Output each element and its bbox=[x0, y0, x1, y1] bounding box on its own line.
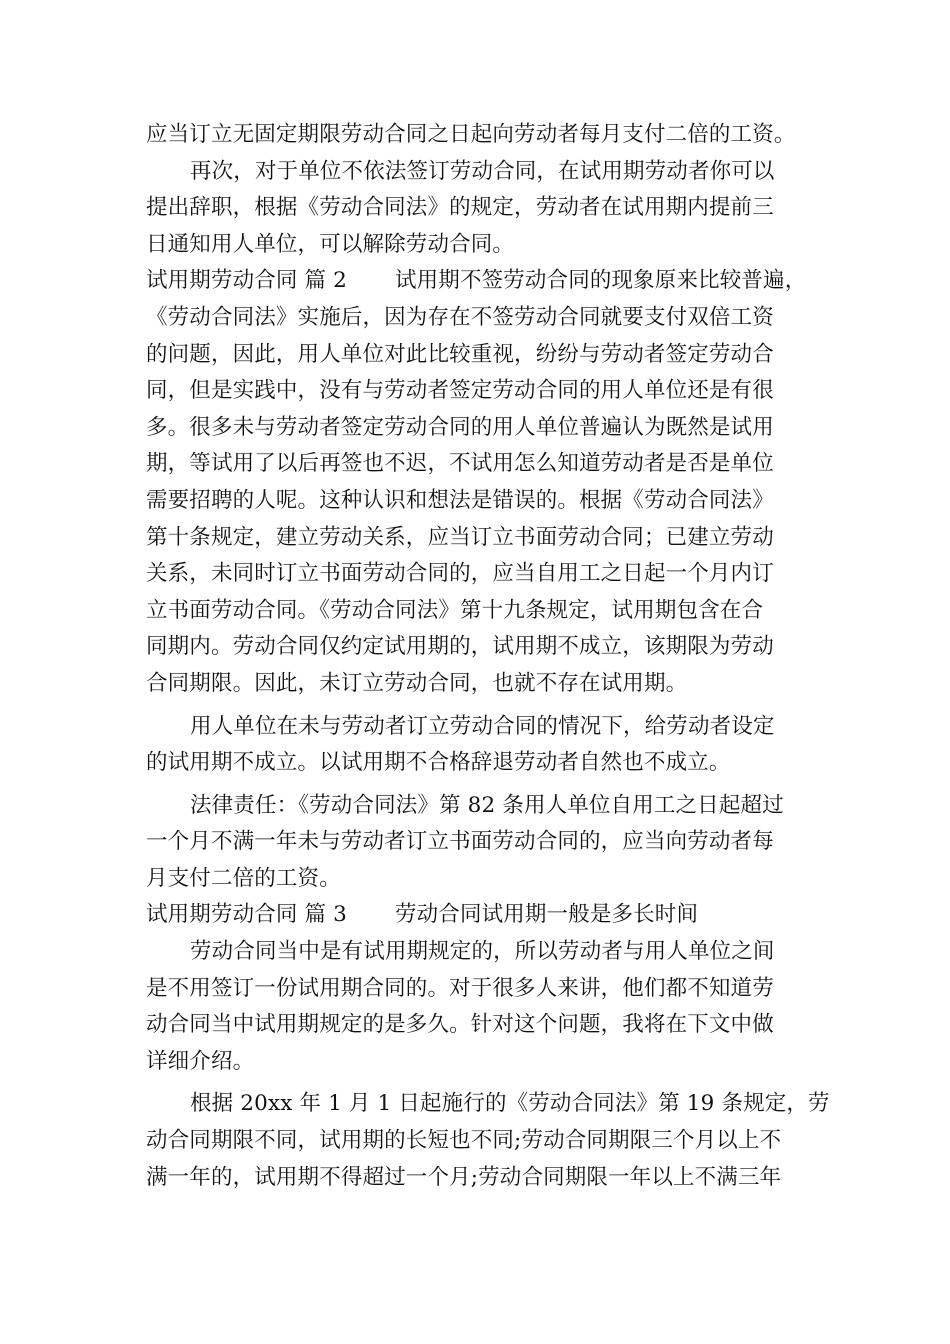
paragraph-line: 动合同期限不同，试用期的长短也不同;劳动合同期限三个月以上不 bbox=[146, 1128, 782, 1154]
paragraph-line: 的问题，因此，用人单位对此比较重视，纷纷与劳动者签定劳动合 bbox=[146, 341, 774, 367]
paragraph-line: 第十条规定，建立劳动关系，应当订立书面劳动合同；已建立劳动 bbox=[146, 524, 774, 550]
document-page bbox=[146, 117, 830, 1196]
paragraph-line: 同，但是实践中，没有与劳动者签定劳动合同的用人单位还是有很 bbox=[146, 378, 774, 404]
paragraph-line: 一个月不满一年未与劳动者订立书面劳动合同的，应当向劳动者每 bbox=[146, 829, 774, 855]
section-heading-3 bbox=[146, 897, 812, 934]
paragraph-line: 法律责任：《劳动合同法》第 82 条用人单位自用工之日起超过 bbox=[190, 792, 784, 818]
section-heading-2 bbox=[146, 263, 812, 300]
paragraph-line: 立书面劳动合同。《劳动合同法》第十九条规定，试用期包含在合 bbox=[146, 597, 764, 623]
paragraph-line: 《劳动合同法》实施后，因为存在不签劳动合同就要支付双倍工资 bbox=[146, 304, 774, 330]
paragraph-line: 详细介绍。 bbox=[146, 1048, 255, 1074]
paragraph-line: 提出辞职，根据《劳动合同法》的规定，劳动者在试用期内提前三 bbox=[146, 195, 774, 221]
section-first-line: 试用期不签劳动合同的现象原来比较普遍， bbox=[395, 268, 807, 294]
paragraph-line: 的试用期不成立。以试用期不合格辞退劳动者自然也不成立。 bbox=[146, 750, 731, 776]
paragraph-line: 劳动合同当中是有试用期规定的，所以劳动者与用人单位之间 bbox=[190, 939, 775, 965]
paragraph-line: 多。很多未与劳动者签定劳动合同的用人单位普遍认为既然是试用 bbox=[146, 414, 774, 440]
section-title: 试用期劳动合同 篇 3 bbox=[146, 902, 347, 928]
paragraph-line: 月支付二倍的工资。 bbox=[146, 865, 341, 891]
paragraph-line: 动合同当中试用期规定的是多久。针对这个问题，我将在下文中做 bbox=[146, 1012, 774, 1038]
section-title: 试用期劳动合同 篇 2 bbox=[146, 268, 347, 294]
paragraph-line: 需要招聘的人呢。这种认识和想法是错误的。根据《劳动合同法》 bbox=[146, 487, 774, 513]
paragraph-line: 根据 20xx 年 1 月 1 日起施行的《劳动合同法》第 19 条规定，劳 bbox=[190, 1091, 830, 1117]
paragraph-line: 满一年的，试用期不得超过一个月;劳动合同期限一年以上不满三年 bbox=[146, 1164, 782, 1190]
paragraph-line: 日通知用人单位，可以解除劳动合同。 bbox=[146, 231, 515, 257]
paragraph-line: 合同期限。因此，未订立劳动合同，也就不存在试用期。 bbox=[146, 670, 688, 696]
paragraph-line: 关系，未同时订立书面劳动合同的，应当自用工之日起一个月内订 bbox=[146, 561, 774, 587]
paragraph-line: 是不用签订一份试用期合同的。对于很多人来讲，他们都不知道劳 bbox=[146, 975, 774, 1001]
paragraph-line: 用人单位在未与劳动者订立劳动合同的情况下，给劳动者设定 bbox=[190, 713, 775, 739]
paragraph-line: 期，等试用了以后再签也不迟，不试用怎么知道劳动者是否是单位 bbox=[146, 451, 774, 477]
paragraph-line: 同期内。劳动合同仅约定试用期的，试用期不成立，该期限为劳动 bbox=[146, 634, 774, 660]
section-first-line: 劳动合同试用期一般是多长时间 bbox=[395, 902, 699, 928]
paragraph-line: 应当订立无固定期限劳动合同之日起向劳动者每月支付二倍的工资。 bbox=[146, 122, 796, 147]
paragraph-line: 再次，对于单位不依法签订劳动合同，在试用期劳动者你可以 bbox=[190, 158, 775, 184]
